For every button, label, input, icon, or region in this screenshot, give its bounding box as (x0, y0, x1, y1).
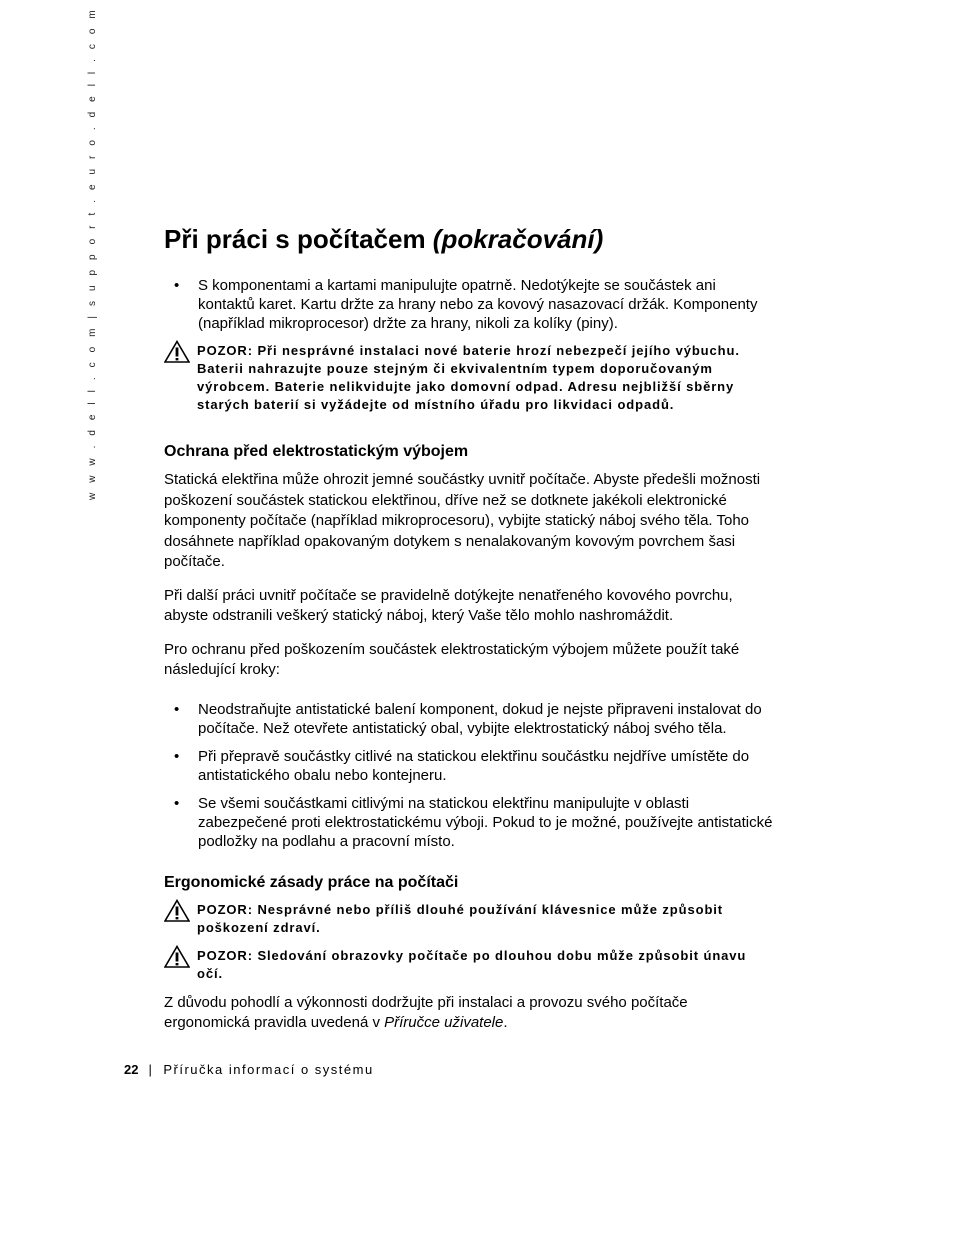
section-heading-ergonomics: Ergonomické zásady práce na počítači (164, 873, 459, 891)
list-item: • Při přepravě součástky citlivé na statickou elektřinu součástku nejdříve umístěte do antistatického obalu nebo kontejneru. (174, 747, 750, 784)
user-guide-reference: Příručce uživatele (384, 1014, 504, 1031)
list-item: • Neodstraňujte antistatické balení komponent, dokud je nejste připraveni instalovat do počítače. Než otevřete antistatický obal, vybijte elektrostatický náboj svého těla. (174, 700, 762, 737)
esd-bullet-list (164, 700, 774, 851)
top-bullet-list (164, 276, 774, 333)
page-number: 22 (124, 1062, 139, 1077)
page-content (164, 222, 774, 1047)
paragraph-ergonomics: Z důvodu pohodlí a výkonnosti dodržujte při instalaci a provozu svého počítače ergonomická pravidla uvedená v Příručce uživatele. (164, 993, 688, 1031)
title-main: Při práci s počítačem (164, 224, 426, 254)
footer-separator: | (148, 1062, 154, 1077)
warning-screen: POZOR: Sledování obrazovky počítače po dlouhou dobu může způsobit únavu očí. (164, 947, 774, 983)
warning-triangle-icon (164, 899, 190, 922)
page-footer (124, 1062, 374, 1077)
paragraph: Pro ochranu před poškozením součástek elektrostatickým výbojem můžete použít také následující kroky: (164, 640, 740, 678)
paragraph: Statická elektřina může ohrozit jemné součástky uvnitř počítače. Abyste předešli možnosti poškození součástek statickou elektřinou, dříve než se dotknete jakékoli elektronické komponenty počítače (například mikroprocesoru), vybijte statický náboj svého těla. Toho dosáhnete například opakovaným dotykem s nenalakovaným kovovým povrchem šasi počítače. (164, 471, 761, 570)
sidebar-url: w w w . d e l l . c o m | s u p p o r t . e u r o . d e l l . c o m (87, 6, 98, 500)
title-continued: (pokračování) (432, 224, 604, 254)
warning-keyboard: POZOR: Nesprávné nebo příliš dlouhé používání klávesnice může způsobit poškození zdraví. (164, 901, 774, 937)
warning-triangle-icon (164, 945, 190, 968)
paragraph: Při další práci uvnitř počítače se pravidelně dotýkejte nenatřeného kovového povrchu, abyste odstranili veškerý statický náboj, který Vaše tělo mohlo nashromáždit. (164, 586, 733, 624)
list-item: • Se všemi součástkami citlivými na statickou elektřinu manipulujte v oblasti zabezpečené proti elektrostatickému výboji. Pokud to je možné, používejte antistatické podložky na podlahu a pracovní místo. (174, 794, 773, 850)
warning-battery: POZOR: Při nesprávné instalaci nové baterie hrozí nebezpečí jejího výbuchu. Baterii nahrazujte pouze stejným či ekvivalentním typem doporučovaným výrobcem. Baterie nelikvidujte jako domovní odpad. Adresu nejbližší sběrny starých baterií si vyžádejte od místního úřadu pro likvidaci odpadů. (164, 342, 774, 414)
page-title (164, 222, 774, 256)
warning-triangle-icon (164, 340, 190, 363)
list-item: • S komponentami a kartami manipulujte opatrně. Nedotýkejte se součástek ani kontaktů karet. Kartu držte za hrany nebo za kovový nasazovací držák. Komponenty (například mikroprocesor) držte za hrany, nikoli za kolíky (piny). (174, 277, 758, 332)
document-title: Příručka informací o systému (163, 1062, 374, 1077)
section-heading-esd: Ochrana před elektrostatickým výbojem (164, 443, 469, 460)
